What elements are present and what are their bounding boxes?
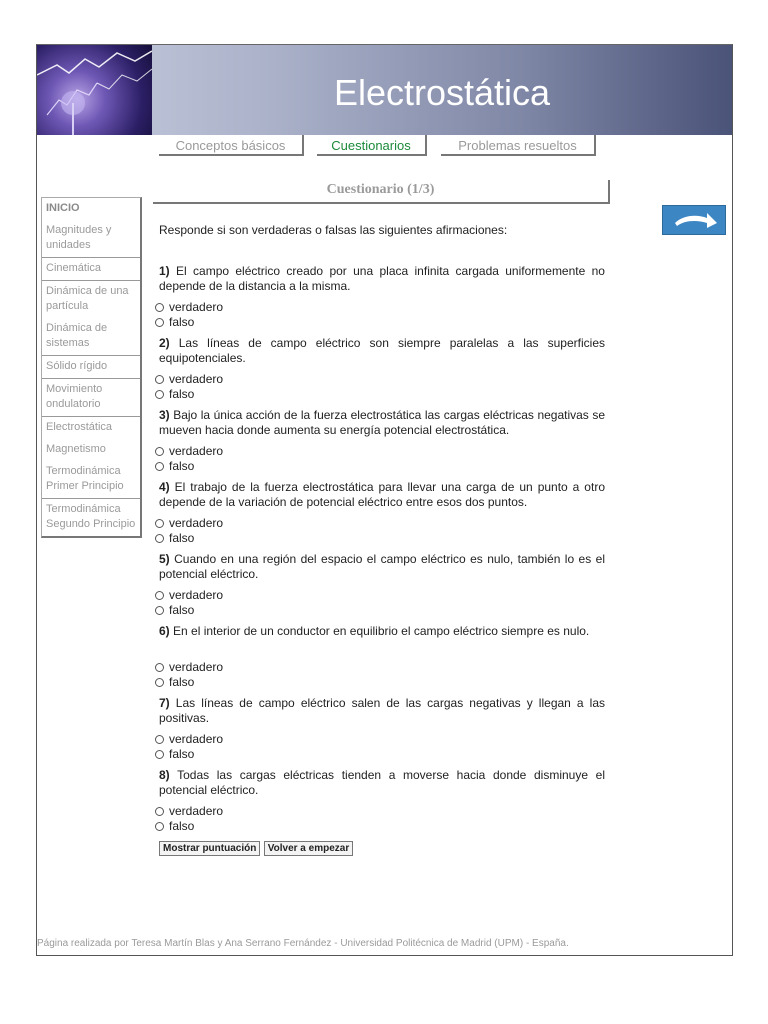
option-label: falso xyxy=(169,603,195,617)
question-number: 2) xyxy=(159,336,170,350)
sidebar-item-movimiento-ondulatorio[interactable]: Movimiento ondulatorio xyxy=(42,379,140,417)
question-number: 3) xyxy=(159,408,170,422)
option-label: verdadero xyxy=(169,300,224,314)
question-text: En el interior de un conductor en equilibrio el campo eléctrico siempre es nulo. xyxy=(173,624,590,638)
lightning-icon xyxy=(37,45,152,135)
radio-button[interactable] xyxy=(155,663,164,672)
question-text: Las líneas de campo eléctrico salen de las cargas negativas y llegan a las positivas. xyxy=(159,696,606,725)
quiz-actions xyxy=(159,840,605,856)
question-number: 5) xyxy=(159,552,170,566)
question-3 xyxy=(153,408,605,474)
option-falso[interactable] xyxy=(153,315,605,330)
question-number: 4) xyxy=(159,480,170,494)
option-label: verdadero xyxy=(169,516,224,530)
question-number: 8) xyxy=(159,768,170,782)
question-6 xyxy=(153,624,605,690)
question-7 xyxy=(153,696,605,762)
option-label: verdadero xyxy=(169,372,224,386)
sidebar-item-cinematica[interactable]: Cinemática xyxy=(42,258,140,281)
quiz-intro: Responde si son verdaderas o falsas las siguientes afirmaciones: xyxy=(159,223,508,237)
lightning-logo xyxy=(37,45,152,135)
question-number: 1) xyxy=(159,264,170,278)
option-verdadero[interactable] xyxy=(153,300,605,315)
radio-button[interactable] xyxy=(155,303,164,312)
option-label: verdadero xyxy=(169,444,224,458)
option-label: falso xyxy=(169,315,195,329)
radio-button[interactable] xyxy=(155,375,164,384)
option-falso[interactable] xyxy=(153,675,605,690)
option-label: verdadero xyxy=(169,660,224,674)
radio-button[interactable] xyxy=(155,519,164,528)
question-text: Cuando en una región del espacio el campo eléctrico es nulo, también lo es el potencial eléctrico. xyxy=(159,552,606,581)
header-banner xyxy=(37,45,732,135)
sidebar-nav xyxy=(41,197,142,538)
quiz-title: Cuestionario (1/3) xyxy=(153,180,610,204)
arrow-right-icon xyxy=(663,206,725,234)
sidebar-item-solido-rigido[interactable]: Sólido rígido xyxy=(42,356,140,379)
radio-button[interactable] xyxy=(155,591,164,600)
radio-button[interactable] xyxy=(155,735,164,744)
question-4 xyxy=(153,480,605,546)
radio-button[interactable] xyxy=(155,462,164,471)
site-title: Electrostática xyxy=(333,72,551,113)
question-text: El trabajo de la fuerza electrostática para llevar una carga de un punto a otro depende de la variación de potencial eléctrico entre esos dos puntos. xyxy=(159,480,605,509)
radio-button[interactable] xyxy=(155,447,164,456)
sidebar-item-dinamica-sistemas[interactable]: Dinámica de sistemas xyxy=(42,318,140,356)
page-footer: Página realizada por Teresa Martín Blas y Ana Serrano Fernández - Universidad Politécnica de Madrid (UPM) - España. xyxy=(37,938,569,949)
quiz-content xyxy=(153,223,605,856)
restart-button[interactable]: Volver a empezar xyxy=(264,841,354,856)
option-falso[interactable] xyxy=(153,747,605,762)
option-verdadero[interactable] xyxy=(153,732,605,747)
option-falso[interactable] xyxy=(153,531,605,546)
sidebar-item-magnetismo[interactable]: Magnetismo xyxy=(46,443,106,455)
question-text: El campo eléctrico creado por una placa infinita cargada uniformemente no depende de la distancia a la misma. xyxy=(159,264,605,293)
sidebar-item-termo-segundo[interactable]: Termodinámica Segundo Principio xyxy=(46,503,136,530)
question-5 xyxy=(153,552,605,618)
option-label: falso xyxy=(169,819,195,833)
option-falso[interactable] xyxy=(153,819,605,834)
question-text: Las líneas de campo eléctrico son siempre paralelas a las superficies equipotenciales. xyxy=(159,336,605,365)
sidebar-item-magnitudes[interactable]: Magnitudes y unidades xyxy=(42,220,140,258)
option-verdadero[interactable] xyxy=(153,804,605,819)
option-verdadero[interactable] xyxy=(153,660,605,675)
option-verdadero[interactable] xyxy=(153,516,605,531)
radio-button[interactable] xyxy=(155,807,164,816)
radio-button[interactable] xyxy=(155,678,164,687)
next-page-button[interactable] xyxy=(662,205,726,235)
question-number: 6) xyxy=(159,624,170,638)
option-label: falso xyxy=(169,747,195,761)
question-1 xyxy=(153,264,605,330)
sidebar-item-inicio[interactable]: INICIO xyxy=(46,202,80,214)
option-falso[interactable] xyxy=(153,459,605,474)
option-falso[interactable] xyxy=(153,603,605,618)
page-frame xyxy=(36,44,733,956)
option-falso[interactable] xyxy=(153,387,605,402)
option-label: falso xyxy=(169,675,195,689)
option-label: falso xyxy=(169,387,195,401)
option-label: verdadero xyxy=(169,732,224,746)
option-label: falso xyxy=(169,531,195,545)
question-2 xyxy=(153,336,605,402)
option-label: verdadero xyxy=(169,588,224,602)
question-text: Bajo la única acción de la fuerza electrostática las cargas eléctricas negativas se mueven hacia donde aumenta su energía potencial electrostática. xyxy=(159,408,606,437)
option-verdadero[interactable] xyxy=(153,588,605,603)
radio-button[interactable] xyxy=(155,318,164,327)
question-number: 7) xyxy=(159,696,170,710)
sidebar-item-electrostatica[interactable]: Electrostática xyxy=(46,421,113,433)
question-text: Todas las cargas eléctricas tienden a moverse hacia donde disminuye el potencial eléctrico. xyxy=(159,768,605,797)
question-8 xyxy=(153,768,605,834)
sidebar-item-termo-primer[interactable]: Termodinámica Primer Principio xyxy=(42,461,140,499)
option-label: verdadero xyxy=(169,804,224,818)
show-score-button[interactable]: Mostrar puntuación xyxy=(159,841,260,856)
radio-button[interactable] xyxy=(155,822,164,831)
radio-button[interactable] xyxy=(155,390,164,399)
option-verdadero[interactable] xyxy=(153,372,605,387)
tab-cuestionarios[interactable]: Cuestionarios xyxy=(317,135,427,156)
tab-problemas-resueltos[interactable]: Problemas resueltos xyxy=(441,135,596,156)
sidebar-item-dinamica-particula[interactable]: Dinámica de una partícula xyxy=(46,285,129,312)
radio-button[interactable] xyxy=(155,606,164,615)
tab-conceptos-basicos[interactable]: Conceptos básicos xyxy=(159,135,304,156)
radio-button[interactable] xyxy=(155,750,164,759)
option-verdadero[interactable] xyxy=(153,444,605,459)
radio-button[interactable] xyxy=(155,534,164,543)
option-label: falso xyxy=(169,459,195,473)
